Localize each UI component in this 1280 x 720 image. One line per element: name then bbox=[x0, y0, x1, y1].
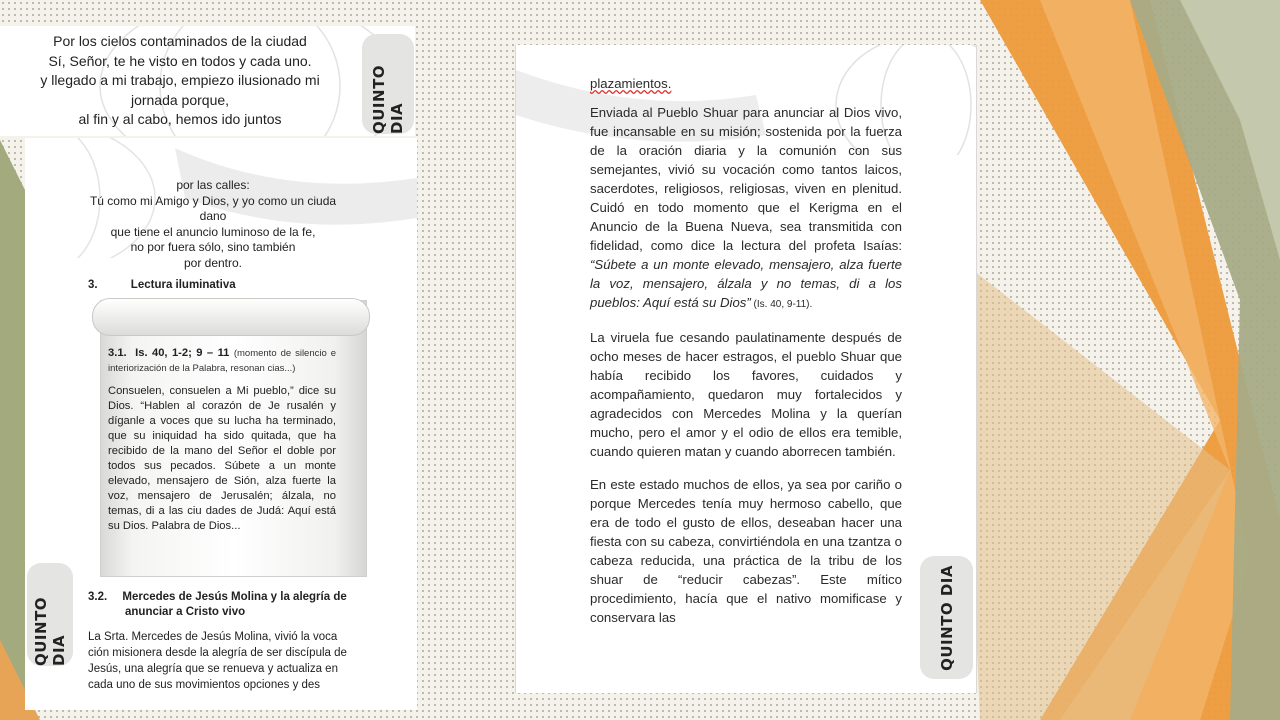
paragraph-2: La viruela fue cesando paulatinamente después de ocho meses de hacer estragos, el pueblo Shuar que había recibido los favores, cuidados y acompañamiento, quedaron muy fortalecidos y agradecidos con Mercedes Molina y la querían mucho, pero el amor y el odio de ellos era temible, cuando quieren matan y cuando aborrecen también. bbox=[590, 330, 902, 459]
reading-text bbox=[108, 346, 336, 534]
right-page-text bbox=[590, 74, 902, 635]
poem-line: por las calles: bbox=[176, 178, 250, 192]
paragraph-1-text: Enviada al Pueblo Shuar para anunciar al Dios vivo, fue incansable en su misión; sostenida por la fuerza de la oración diaria y la comunión con sus semejantes, vivió su vocación como tantos laicos, sacerdotes, religiosos, religiosas, viven en plenitud. Cuidó en todo momento que el Kerigma en el Anuncio de la Buena Nueva, sea transmitida con fidelidad, como dice la lectura del profeta Isaías: bbox=[590, 105, 902, 253]
paragraph-continuation bbox=[590, 74, 902, 93]
quinto-dia-tab-left bbox=[27, 563, 73, 666]
left-paragraph: La Srta. Mercedes de Jesús Molina, vivió la voca ción misionera desde la alegría de ser discípula de Jesús, una alegría que se renueva y actualiza en cada uno de sus movimientos opciones y des bbox=[88, 631, 347, 691]
poem-line: Tú como mi Amigo y Dios, y yo como un ciuda bbox=[89, 193, 337, 208]
poem-line: jornada porque, bbox=[130, 91, 230, 108]
poem-line: no por fuera sólo, sino también bbox=[130, 240, 296, 254]
paragraph-1 bbox=[590, 103, 902, 314]
quinto-dia-tab-top bbox=[362, 34, 414, 134]
section-title-line1: Mercedes de Jesús Molina y la alegría de bbox=[122, 591, 347, 603]
section-number: 3.2. bbox=[88, 591, 108, 603]
isaias-quote: “Súbete a un monte elevado, mensajero, alza fuerte la voz, mensajero, álzala y no temas, di a los pueblos: Aquí está su Dios” bbox=[590, 257, 902, 310]
poem-line: al fin y al cabo, hemos ido juntos bbox=[78, 111, 282, 127]
reading-body: Consuelen, consuelen a Mi pueblo,” dice su Dios. “Hablen al corazón de Je rusalén y díganle a voces que su lucha ha terminado, que su iniquidad ha sido quitada, que ha recibido de la mano del Señor el doble por todos sus pecados. Súbete a un monte elevado, mensajero de Sión, alza fuerte la voz, mensajero de Jerusalén; álzala, no temas, di a las ciu dades de Judá: Aquí está su Dios. Palabra de Dios... bbox=[108, 385, 336, 532]
first-line: plazamientos. bbox=[590, 76, 672, 91]
scroll-top-roll bbox=[92, 298, 370, 336]
paragraph-3: En este estado muchos de ellos, ya sea por cariño o porque Mercedes tenía muy hermoso cabello, que era de todo el gusto de ellos, deseaban hacer una fiesta con su cabeza, convirtiéndola en una tzantza o cabeza reducida, una práctica de la tribu de los shuar de “reducir cabezas”. Este mítico procedimiento, hacía que el nativo momificase y conservara las bbox=[590, 477, 902, 625]
quinto-dia-tab-right bbox=[920, 556, 973, 679]
section-title-line2: anunciar a Cristo vivo bbox=[125, 606, 246, 618]
section-title: Lectura iluminativa bbox=[130, 279, 236, 291]
reading-reference: Is. 40, 1-2; 9 – 11 bbox=[135, 347, 230, 359]
tab-label: QUINTO DIA bbox=[937, 564, 956, 671]
poem-line: y llegado a mi trabajo, empiezo ilusionado mi bbox=[40, 72, 320, 88]
section-3-2-heading bbox=[88, 590, 347, 620]
reading-note: (momento de silencio e interiorización de la Palabra, resonan cias...) bbox=[108, 348, 337, 374]
reading-header bbox=[108, 346, 336, 376]
poem-line: Sí, Señor, te he visto en todos y cada uno. bbox=[48, 52, 312, 69]
section-number: 3. bbox=[88, 279, 98, 291]
tab-label: QUINTO DIA bbox=[32, 596, 68, 666]
poem-top bbox=[0, 32, 360, 130]
poem-line: por dentro. bbox=[183, 255, 243, 270]
tab-label: QUINTO DIA bbox=[370, 64, 406, 134]
poem-line: que tiene el anuncio luminoso de la fe, bbox=[110, 224, 316, 239]
poem-line: dano bbox=[199, 209, 227, 223]
quote-reference: (Is. 40, 9-11). bbox=[750, 299, 813, 310]
poem-line: Por los cielos contaminados de la ciudad bbox=[53, 33, 307, 49]
reading-number: 3.1. bbox=[108, 347, 127, 359]
poem-bottom bbox=[28, 178, 398, 271]
section-3-heading bbox=[88, 279, 236, 291]
